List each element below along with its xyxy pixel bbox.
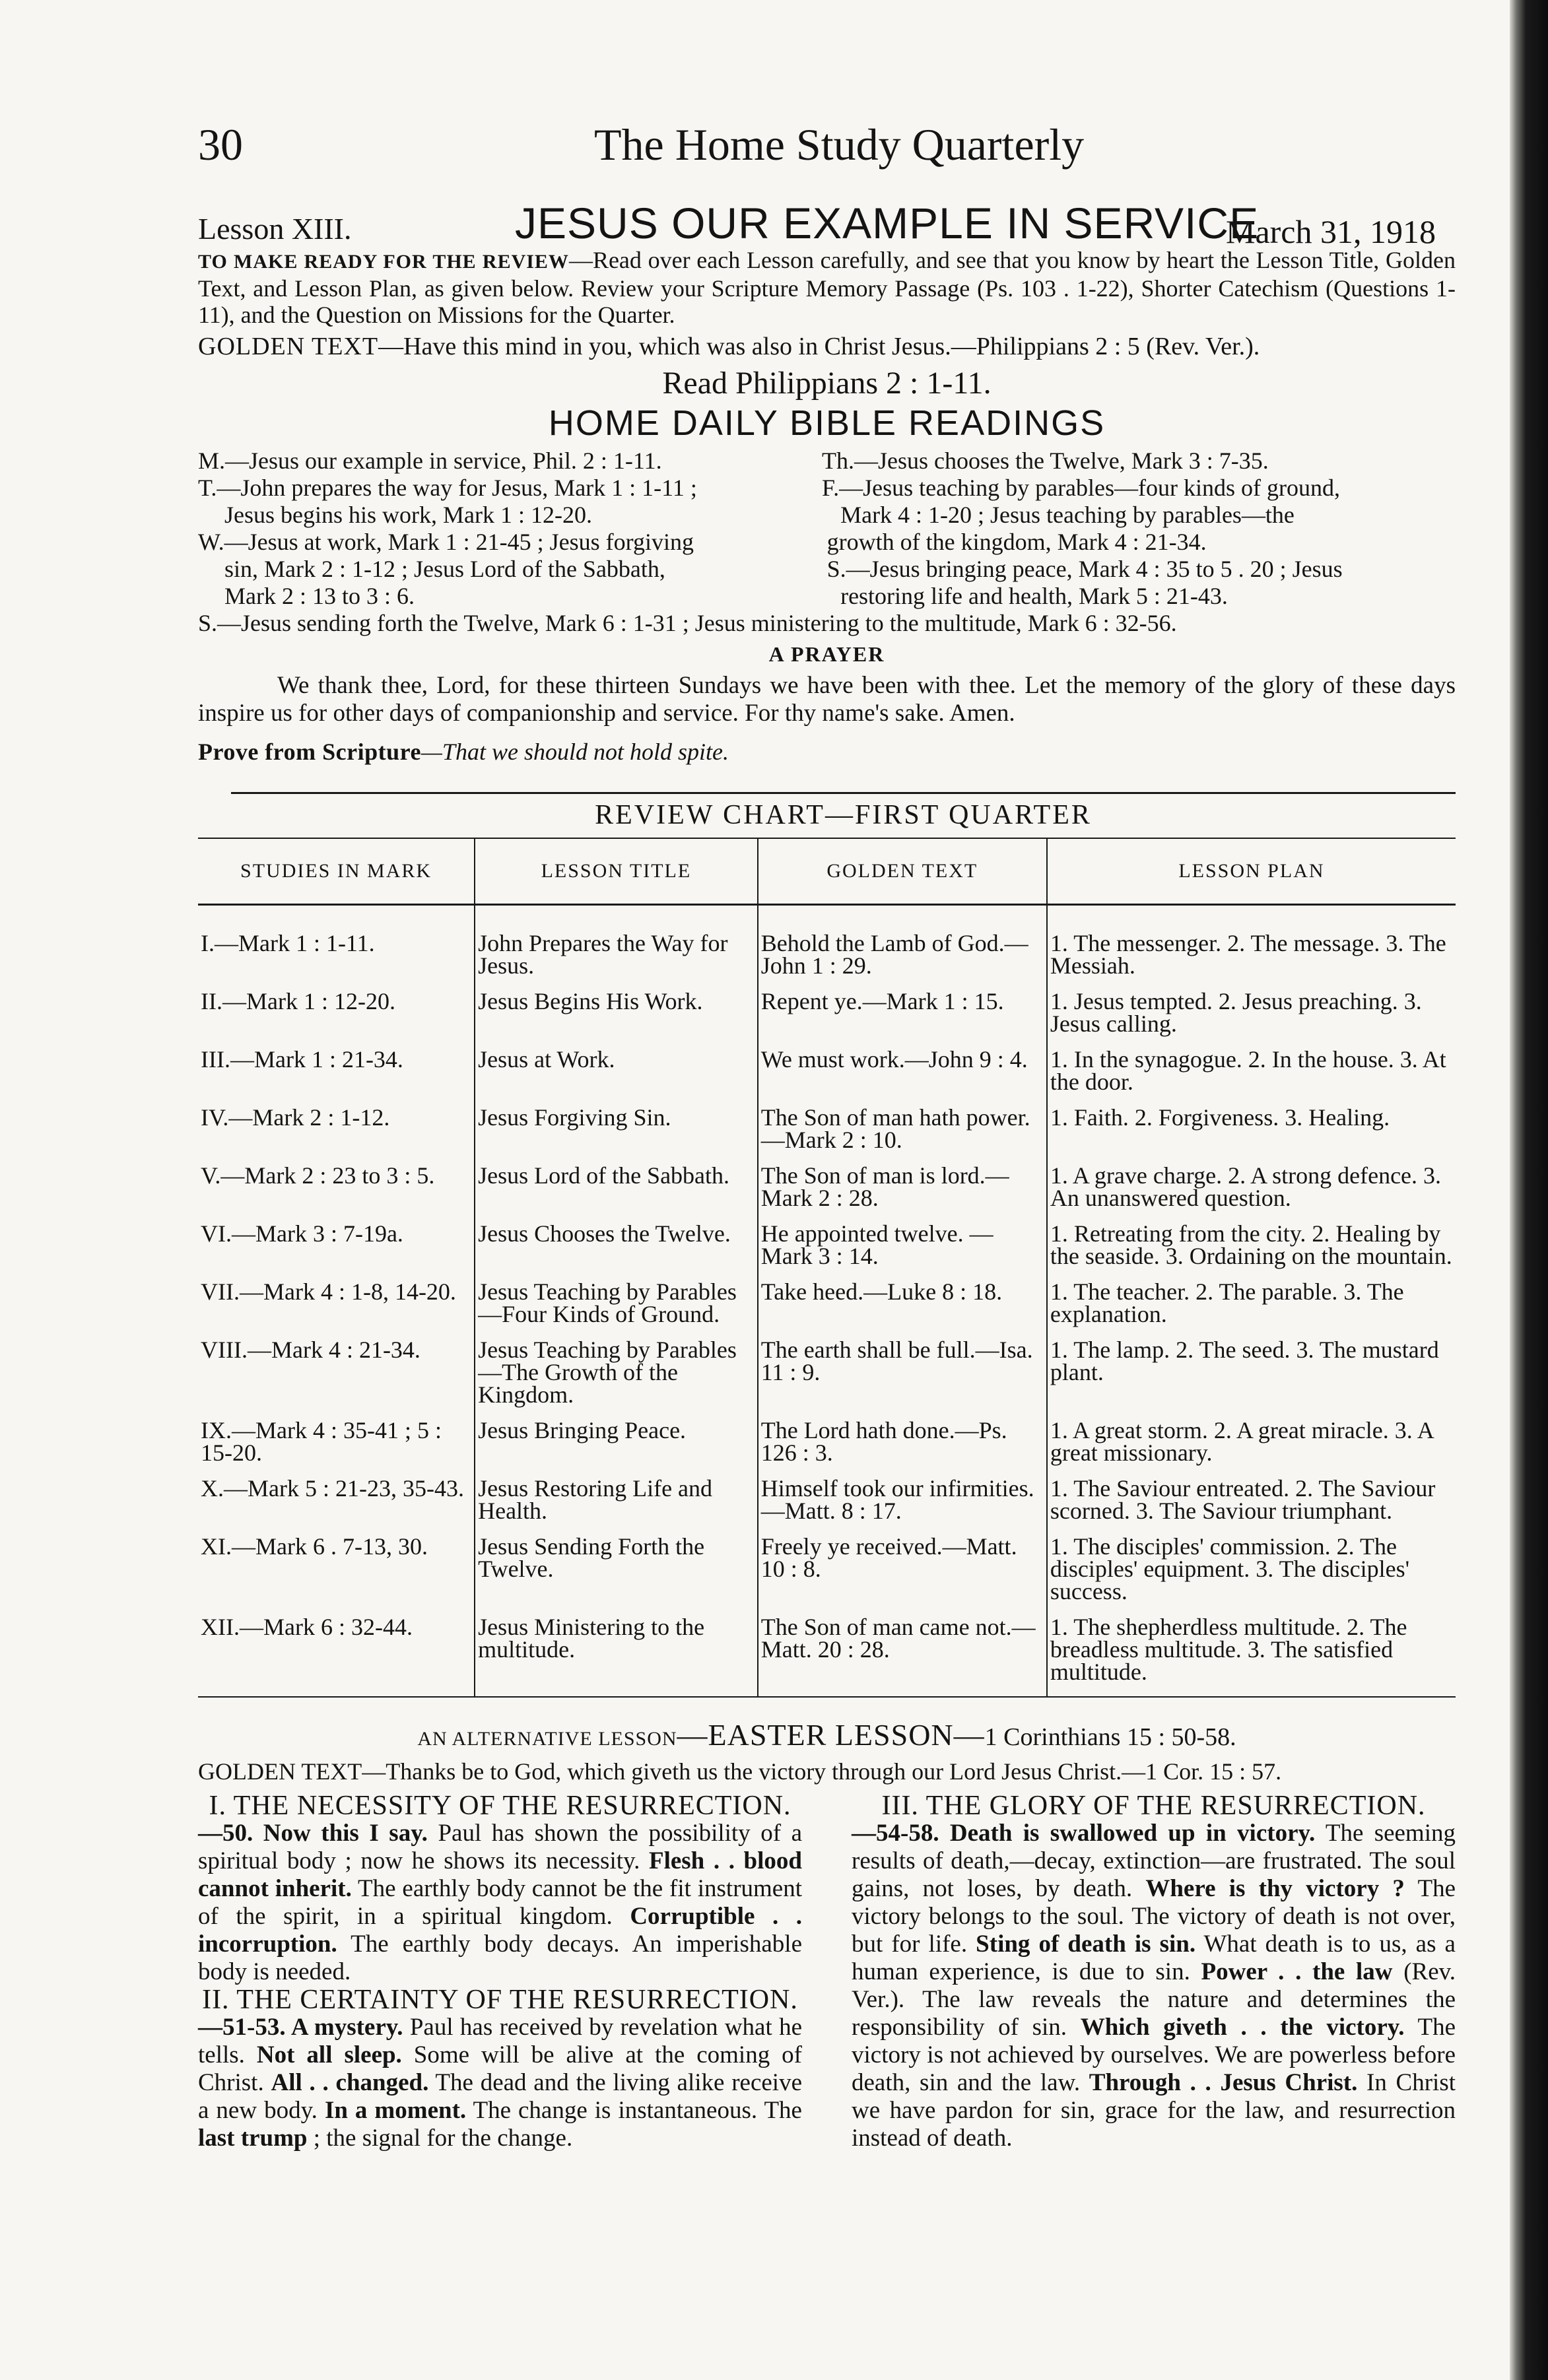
review-chart-title: REVIEW CHART—FIRST QUARTER xyxy=(231,792,1456,831)
reading-left: sin, Mark 2 : 1-12 ; Jesus Lord of the Sabbath, xyxy=(224,556,665,582)
review-chart xyxy=(198,792,1456,1698)
review-text: —Read over each Lesson carefully, and see that you know by heart the Lesson Title, Golden Text, and Lesson Plan, as given below. Review your Scripture Memory Passage (Ps. 103 . 1-22), Shorter Catechism (Questions 1-11), and the Question on Missions for the Quarter. xyxy=(198,247,1456,328)
comment-text: (Rev. Ver.). The law reveals the nature and determines the responsibility of sin. xyxy=(852,1958,1456,2041)
scripture-reading: Read Philippians 2 : 1-11. xyxy=(662,366,992,401)
reading-right: growth of the kingdom, Mark 4 : 21-34. xyxy=(826,529,1207,555)
bold-phrase: Not all sleep. xyxy=(256,2041,402,2068)
section-heading: III. THE GLORY OF THE RESURRECTION. xyxy=(881,1791,1426,1821)
table-row xyxy=(198,1411,1456,1469)
review-table-header xyxy=(198,838,1456,905)
bold-phrase: In a moment. xyxy=(324,2097,467,2124)
comment-text: Paul has received by revelation what he tells. xyxy=(198,2014,802,2068)
golden-text-body: —Have this mind in you, which was also in Christ Jesus.—Philippians 2 : 5 (Rev. Ver.). xyxy=(378,333,1260,360)
lesson-title-cell: Jesus Sending Forth the Twelve. xyxy=(475,1527,758,1608)
prayer-text: We thank thee, Lord, for these thirteen Sundays we have been with thee. Let the memory of the glory of these days inspire us for other days of companionship and service. For thy name's sake. Amen. xyxy=(198,672,1456,727)
bold-phrase: Through . . Jesus Christ. xyxy=(1089,2069,1358,2096)
lesson-plan-cell: 1. A great storm. 2. A great miracle. 3. A great missionary. xyxy=(1047,1411,1456,1469)
lesson-title-cell: Jesus Teaching by Parables—The Growth of the Kingdom. xyxy=(475,1331,758,1411)
comment-text: The earthly body decays. An imperishable body is needed. xyxy=(198,1931,802,1985)
study-cell: XII.—Mark 6 : 32-44. xyxy=(198,1608,475,1697)
lesson-title-cell: Jesus Chooses the Twelve. xyxy=(475,1214,758,1273)
easter-golden-label: GOLDEN TEXT xyxy=(198,1758,362,1785)
reading-left: Jesus begins his work, Mark 1 : 12-20. xyxy=(224,502,592,528)
review-table-body xyxy=(198,905,1456,1698)
book-spine-shadow xyxy=(1510,0,1548,2380)
column-header: GOLDEN TEXT xyxy=(758,838,1047,905)
golden-text-cell: Repent ye.—Mark 1 : 15. xyxy=(758,982,1047,1040)
lesson-title-cell: Jesus Bringing Peace. xyxy=(475,1411,758,1469)
golden-text-cell: The Son of man hath power.—Mark 2 : 10. xyxy=(758,1098,1047,1156)
lesson-plan-cell: 1. Faith. 2. Forgiveness. 3. Healing. xyxy=(1047,1098,1456,1156)
bold-phrase: Where is thy victory ? xyxy=(1145,1875,1405,1902)
comment-text: The victory is not achieved by ourselves. We are powerless before death, sin and the law. xyxy=(852,2014,1456,2096)
lesson-title-cell: Jesus Begins His Work. xyxy=(475,982,758,1040)
readings-title: HOME DAILY BIBLE READINGS xyxy=(548,403,1106,443)
column-header: LESSON TITLE xyxy=(475,838,758,905)
lesson-title-cell: Jesus Restoring Life and Health. xyxy=(475,1469,758,1527)
reading-left: Mark 2 : 13 to 3 : 6. xyxy=(224,583,415,609)
golden-text-cell: He appointed twelve. —Mark 3 : 14. xyxy=(758,1214,1047,1273)
golden-text xyxy=(198,332,1456,361)
table-row xyxy=(198,1156,1456,1214)
table-row xyxy=(198,1469,1456,1527)
lesson-title-cell: Jesus Teaching by Parables —Four Kinds of Ground. xyxy=(475,1273,758,1331)
lesson-number: Lesson XIII. xyxy=(198,212,352,246)
lesson-plan-cell: 1. Jesus tempted. 2. Jesus preaching. 3. Jesus calling. xyxy=(1047,982,1456,1040)
bold-phrase: last trump xyxy=(198,2125,308,2152)
page xyxy=(198,112,1456,2152)
reading-left: T.—John prepares the way for Jesus, Mark 1 : 1-11 ; xyxy=(198,475,697,501)
lesson-title-cell: Jesus Forgiving Sin. xyxy=(475,1098,758,1156)
bold-phrase: Power . . the law xyxy=(1201,1958,1393,1985)
section-heading: II. THE CERTAINTY OF THE RESURRECTION. xyxy=(202,1985,798,2015)
lesson-plan-cell: 1. The Saviour entreated. 2. The Saviour scorned. 3. The Saviour triumphant. xyxy=(1047,1469,1456,1527)
golden-text-cell: The Son of man is lord.—Mark 2 : 28. xyxy=(758,1156,1047,1214)
lesson-title-cell: Jesus at Work. xyxy=(475,1040,758,1098)
review-label: TO MAKE READY FOR THE REVIEW xyxy=(198,251,569,273)
reading-right: Th.—Jesus chooses the Twelve, Mark 3 : 7-35. xyxy=(822,447,1269,474)
comment-text: Paul has shown the possibility of a spiritual body ; now he shows its necessity. xyxy=(198,1820,802,1874)
reading-row xyxy=(198,556,1456,583)
bold-phrase: Which giveth . . the victory. xyxy=(1080,2014,1405,2041)
prove-text: —That we should not hold spite. xyxy=(421,739,729,765)
easter-title: —EASTER LESSON— xyxy=(677,1718,985,1752)
comment-text: The earthly body cannot be the fit instrument of the spirit, in a spiritual kingdom. xyxy=(198,1875,802,1930)
lesson-title-cell: John Prepares the Way for Jesus. xyxy=(475,905,758,983)
section-text xyxy=(852,1820,1456,2152)
study-cell: IX.—Mark 4 : 35-41 ; 5 : 15-20. xyxy=(201,1417,442,1466)
section-heading: I. THE NECESSITY OF THE RESURRECTION. xyxy=(209,1791,791,1821)
easter-golden-body: —Thanks be to God, which giveth us the victory through our Lord Jesus Christ.—1 Cor. 15 : 57. xyxy=(362,1758,1282,1785)
lesson-date: March 31, 1918 xyxy=(1226,213,1436,250)
comment-text: The dead and the living alike receive a new body. xyxy=(198,2069,802,2124)
lesson-title: JESUS OUR EXAMPLE IN SERVICE xyxy=(515,199,1260,248)
table-row xyxy=(198,1527,1456,1608)
easter-columns xyxy=(198,1792,1456,2152)
reading-row xyxy=(198,502,1456,529)
column-header: LESSON PLAN xyxy=(1047,838,1456,905)
comment-text: The change is instantaneous. The xyxy=(466,2097,802,2124)
table-row xyxy=(198,1040,1456,1098)
reading-row xyxy=(198,447,1456,475)
study-cell: III.—Mark 1 : 21-34. xyxy=(201,1046,403,1073)
golden-text-cell: We must work.—John 9 : 4. xyxy=(758,1040,1047,1098)
lesson-plan-cell: 1. The shepherdless multitude. 2. The breadless multitude. 3. The satisfied multitude. xyxy=(1047,1608,1456,1697)
bold-phrase: —50. Now this I say. xyxy=(198,1820,428,1847)
golden-text-cell: The Lord hath done.—Ps. 126 : 3. xyxy=(758,1411,1047,1469)
running-head xyxy=(198,112,1456,185)
lesson-plan-cell: 1. In the synagogue. 2. In the house. 3. At the door. xyxy=(1047,1040,1456,1098)
lesson-plan-cell: 1. A grave charge. 2. A strong defence. 3. An unanswered question. xyxy=(1047,1156,1456,1214)
comment-text: ; the signal for the change. xyxy=(307,2125,573,2152)
page-number: 30 xyxy=(198,119,243,170)
reading-row xyxy=(198,529,1456,556)
bold-phrase: —54-58. Death is swallowed up in victory. xyxy=(852,1820,1316,1847)
section-text xyxy=(198,2014,802,2152)
review-instructions xyxy=(198,247,1456,328)
easter-reference: 1 Corinthians 15 : 50-58. xyxy=(984,1723,1236,1751)
easter-heading xyxy=(198,1717,1456,1752)
prove-from-scripture xyxy=(198,738,1456,766)
easter-left-column xyxy=(198,1792,802,2152)
reading-left: W.—Jesus at work, Mark 1 : 21-45 ; Jesus forgiving xyxy=(198,529,694,555)
golden-text-cell: Himself took our infirmities.—Matt. 8 : 17. xyxy=(758,1469,1047,1527)
reading-row xyxy=(198,475,1456,502)
comment-text: In Christ we have pardon for sin, grace for the law, and resurrection instead of death. xyxy=(852,2069,1456,2152)
table-row xyxy=(198,1331,1456,1411)
bold-phrase: Corruptible . . incorruption. xyxy=(198,1903,802,1958)
alternative-label: AN ALTERNATIVE LESSON xyxy=(417,1728,677,1750)
column-header: STUDIES IN MARK xyxy=(198,838,475,905)
study-cell: XI.—Mark 6 . 7-13, 30. xyxy=(201,1533,428,1560)
reading-right: F.—Jesus teaching by parables—four kinds of ground, xyxy=(822,475,1340,501)
golden-text-label: GOLDEN TEXT xyxy=(198,333,379,360)
study-cell: II.—Mark 1 : 12-20. xyxy=(201,988,395,1014)
golden-text-cell: The earth shall be full.—Isa. 11 : 9. xyxy=(758,1331,1047,1411)
table-row xyxy=(198,1273,1456,1331)
table-row xyxy=(198,982,1456,1040)
bold-phrase: Sting of death is sin. xyxy=(976,1931,1196,1958)
bold-phrase: All . . changed. xyxy=(271,2069,429,2096)
easter-golden-text xyxy=(198,1758,1456,1785)
reading-left: M.—Jesus our example in service, Phil. 2 : 1-11. xyxy=(198,447,662,474)
lesson-title-cell: Jesus Lord of the Sabbath. xyxy=(475,1156,758,1214)
reading-last: S.—Jesus sending forth the Twelve, Mark 6 : 1-31 ; Jesus ministering to the multitude, Mark 6 : 32-56. xyxy=(198,610,1177,636)
lesson-plan-cell: 1. The disciples' commission. 2. The disciples' equipment. 3. The disciples' success. xyxy=(1047,1527,1456,1608)
lesson-heading xyxy=(198,194,1456,250)
daily-readings xyxy=(198,447,1456,637)
table-row xyxy=(198,1608,1456,1697)
table-row xyxy=(198,1098,1456,1156)
section-text xyxy=(198,1820,802,1986)
bold-phrase: Flesh . . blood cannot inherit. xyxy=(198,1847,802,1902)
study-cell: V.—Mark 2 : 23 to 3 : 5. xyxy=(201,1162,435,1189)
study-cell: I.—Mark 1 : 1-11. xyxy=(201,930,375,956)
comment-text: The seeming results of death,—decay, extinction—are frustrated. The soul gains, not loses, by death. xyxy=(852,1820,1456,1902)
prove-label: Prove from Scripture xyxy=(198,739,421,765)
study-cell: VI.—Mark 3 : 7-19a. xyxy=(201,1220,403,1247)
reading-right: restoring life and health, Mark 5 : 21-43. xyxy=(840,583,1228,609)
reading-right: Mark 4 : 1-20 ; Jesus teaching by parables—the xyxy=(840,502,1295,528)
easter-right-column xyxy=(852,1792,1456,2152)
comment-text: The victory belongs to the soul. The victory of death is not over, but for life. xyxy=(852,1875,1456,1958)
lesson-plan-cell: 1. The lamp. 2. The seed. 3. The mustard plant. xyxy=(1047,1331,1456,1411)
comment-text: Some will be alive at the coming of Christ. xyxy=(198,2041,803,2096)
table-row xyxy=(198,905,1456,983)
table-row xyxy=(198,1214,1456,1273)
lesson-plan-cell: 1. The messenger. 2. The message. 3. The Messiah. xyxy=(1047,905,1456,983)
running-title: The Home Study Quarterly xyxy=(594,119,1085,170)
study-cell: IV.—Mark 2 : 1-12. xyxy=(201,1104,390,1131)
golden-text-cell: Freely ye received.—Matt. 10 : 8. xyxy=(758,1527,1047,1608)
golden-text-cell: Behold the Lamb of God.—John 1 : 29. xyxy=(758,905,1047,983)
lesson-title-cell: Jesus Ministering to the multitude. xyxy=(475,1608,758,1697)
comment-text: What death is to us, as a human experience, is due to sin. xyxy=(852,1931,1456,1985)
study-cell: VII.—Mark 4 : 1-8, 14-20. xyxy=(201,1278,456,1305)
lesson-plan-cell: 1. Retreating from the city. 2. Healing by the seaside. 3. Ordaining on the mountain. xyxy=(1047,1214,1456,1273)
study-cell: X.—Mark 5 : 21-23, 35-43. xyxy=(201,1475,464,1502)
bold-phrase: —51-53. A mystery. xyxy=(198,2014,403,2041)
reading-row xyxy=(198,583,1456,610)
study-cell: VIII.—Mark 4 : 21-34. xyxy=(201,1337,421,1363)
review-table xyxy=(198,838,1456,1698)
golden-text-cell: Take heed.—Luke 8 : 18. xyxy=(758,1273,1047,1331)
reading-right: S.—Jesus bringing peace, Mark 4 : 35 to 5 . 20 ; Jesus xyxy=(826,556,1343,582)
lesson-plan-cell: 1. The teacher. 2. The parable. 3. The explanation. xyxy=(1047,1273,1456,1331)
golden-text-cell: The Son of man came not.—Matt. 20 : 28. xyxy=(758,1608,1047,1697)
prayer-title: A PRAYER xyxy=(768,642,885,666)
